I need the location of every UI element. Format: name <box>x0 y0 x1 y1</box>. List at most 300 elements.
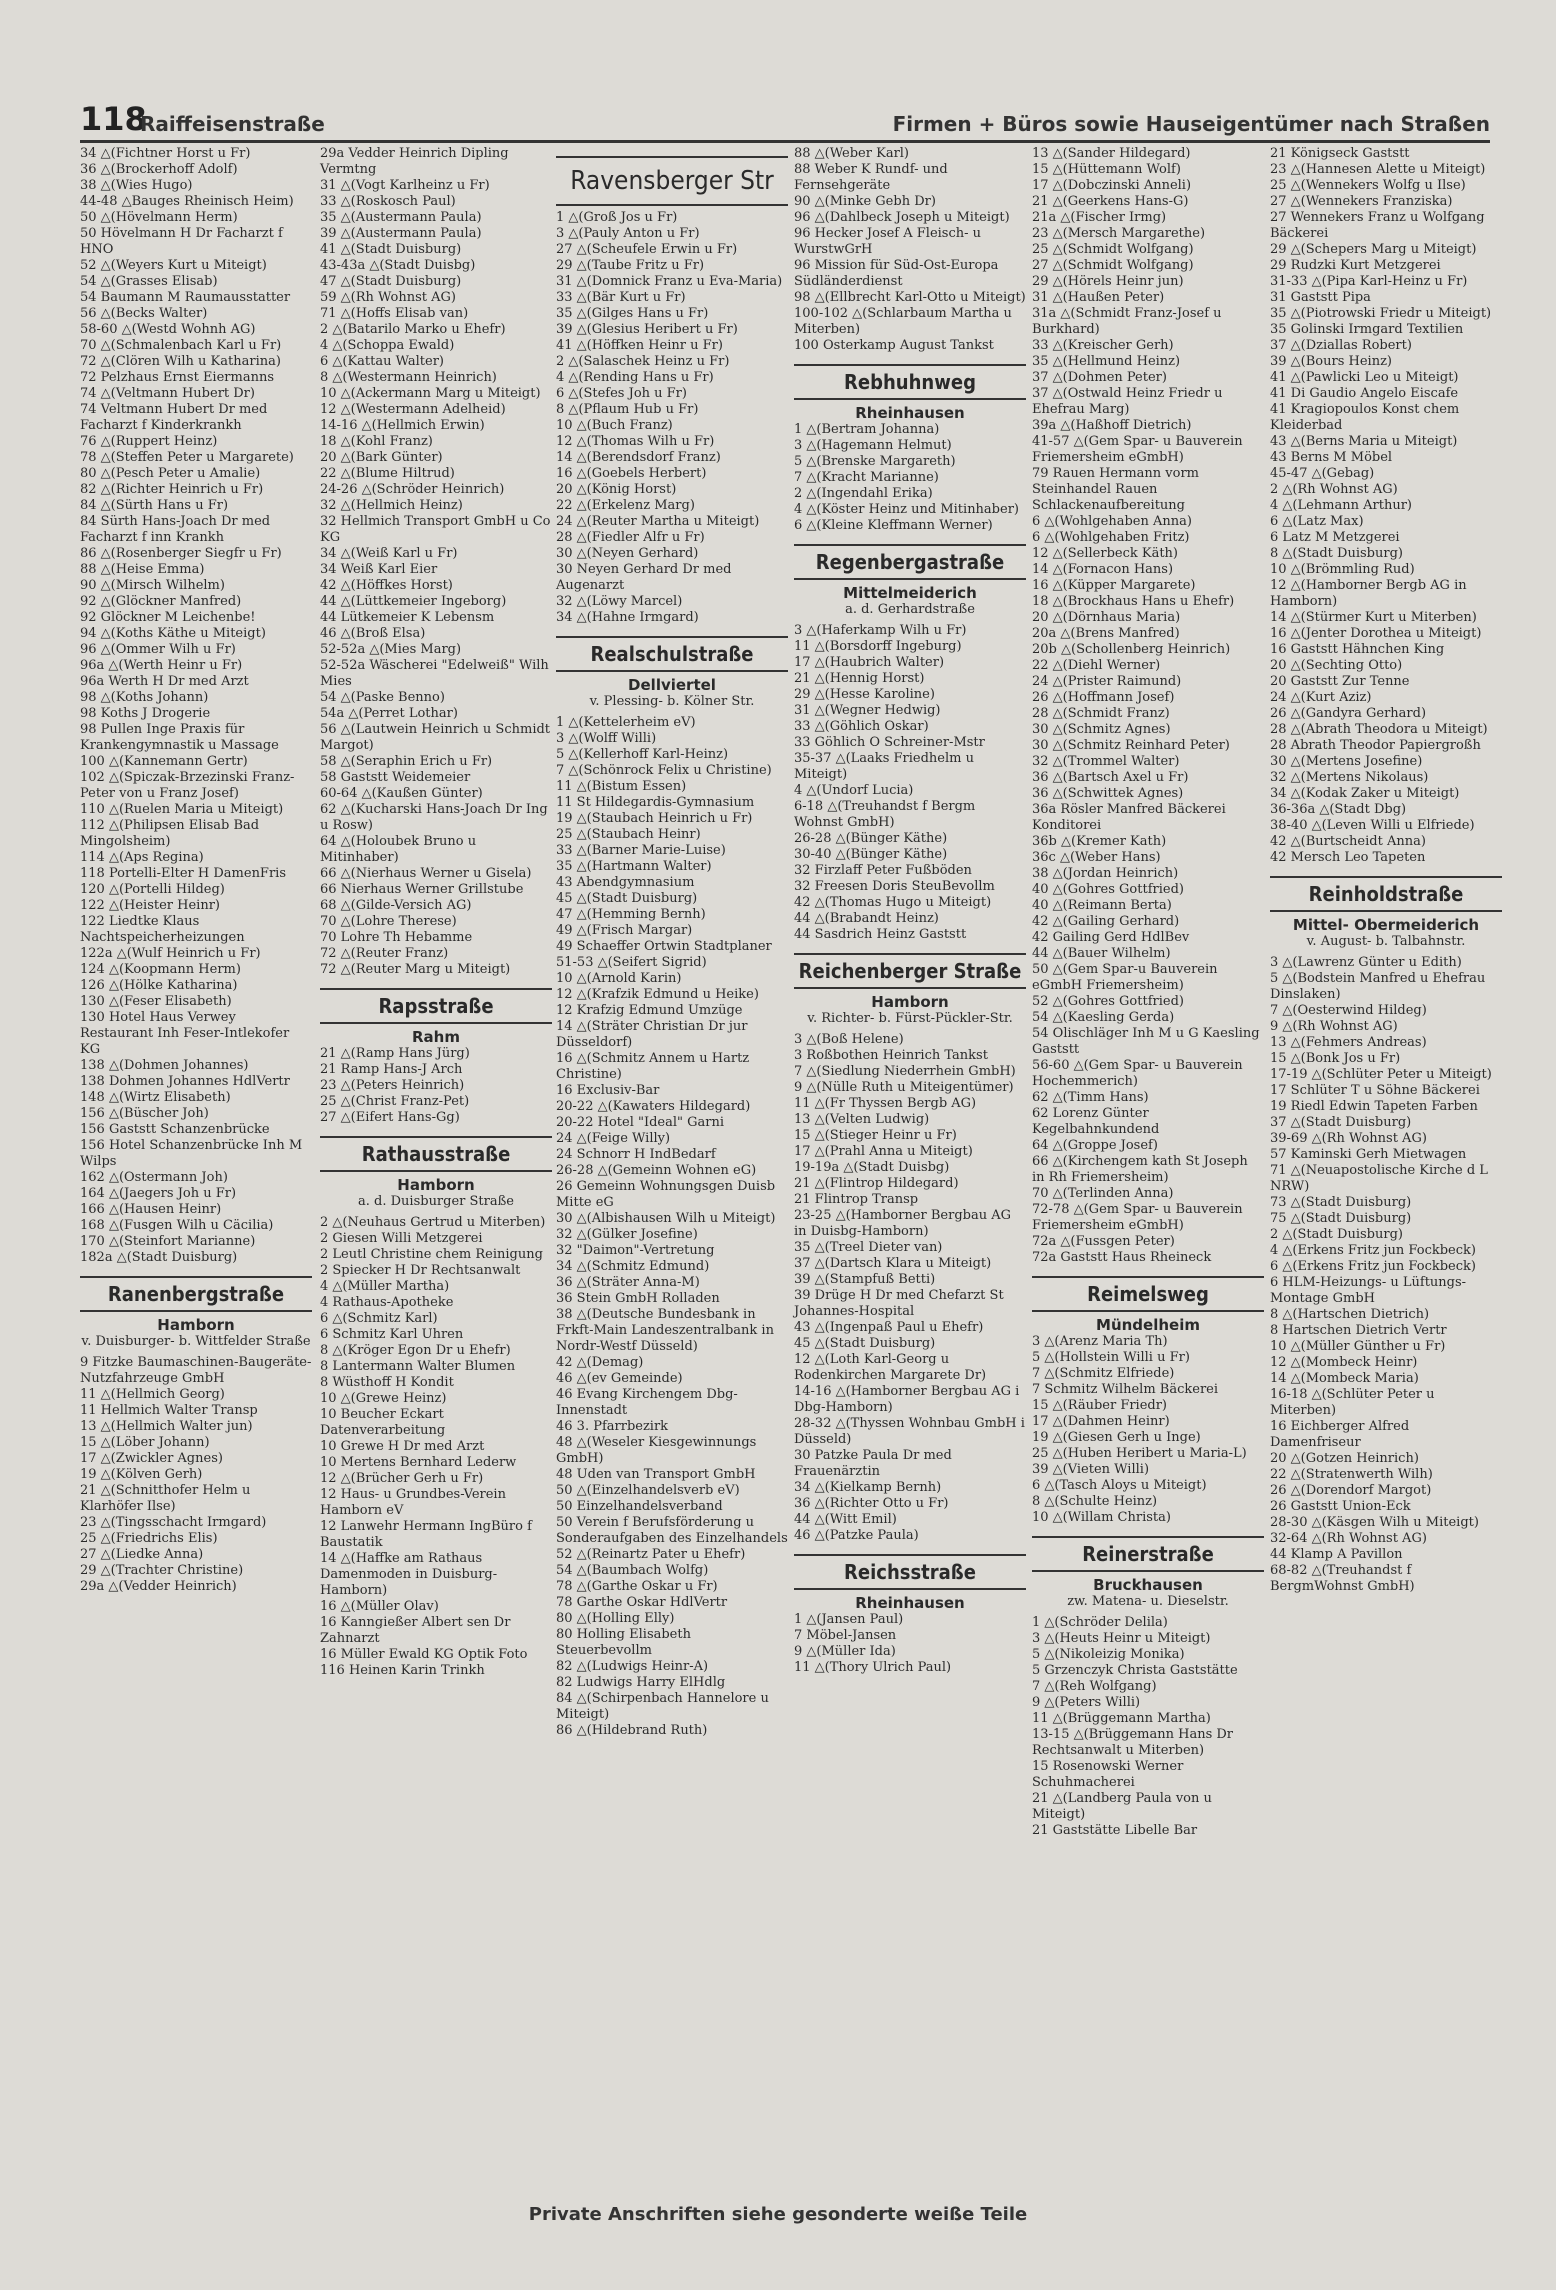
directory-entry: 100 △(Kannemann Gertr) <box>80 754 248 769</box>
directory-entry: 82 △(Ludwigs Heinr-A) <box>556 1659 709 1674</box>
directory-entry: 26-28 △(Gemeinn Wohnen eG) <box>556 1163 757 1178</box>
directory-entry: 16 △(Goebels Herbert) <box>556 466 707 481</box>
directory-entry: 52 △(Gohres Gottfried) <box>1032 994 1184 1009</box>
directory-entry: 47 △(Stadt Duisburg) <box>320 274 462 289</box>
directory-entry: 18 △(Kohl Franz) <box>320 434 433 449</box>
directory-entry: 148 △(Wirtz Elisabeth) <box>80 1090 231 1105</box>
directory-entry: 42 △(Höffkes Horst) <box>320 578 453 593</box>
directory-entry: 12 Lanwehr Hermann IngBüro f Baustatik <box>320 1519 537 1550</box>
district-name: Hamborn <box>157 1316 235 1334</box>
directory-entry: 14-16 △(Hamborner Bergbau AG i Dbg-Hamborn) <box>794 1384 1024 1415</box>
directory-entry: 126 △(Hölke Katharina) <box>80 978 238 993</box>
directory-entry: 4 △(Undorf Lucia) <box>794 783 914 798</box>
directory-entry: 14 △(Stürmer Kurt u Miterben) <box>1270 610 1477 625</box>
directory-entry: 4 Rathaus-Apotheke <box>320 1295 454 1310</box>
directory-entry: 24 △(Reuter Martha u Miteigt) <box>556 514 760 529</box>
directory-entry: 29a △(Vedder Heinrich) <box>80 1579 237 1594</box>
directory-entry: 48 Uden van Transport GmbH <box>556 1467 756 1482</box>
street-heading: Reimelsweg <box>1032 1276 1264 1312</box>
directory-entry: 35 △(Gilges Hans u Fr) <box>556 306 709 321</box>
directory-entry: 44 △(Bauer Wilhelm) <box>1032 946 1171 961</box>
directory-entry: 31 △(Wegner Hedwig) <box>794 703 941 718</box>
directory-entry: 33 △(Kreischer Gerh) <box>1032 338 1174 353</box>
directory-entry: 102 △(Spiczak-Brzezinski Franz-Peter von u Franz Josef) <box>80 770 295 801</box>
directory-entry: 49 Schaeffer Ortwin Stadtplaner <box>556 939 772 954</box>
directory-entry: 32 △(Hellmich Heinz) <box>320 498 463 513</box>
directory-entry: 118 Portelli-Elter H DamenFris <box>80 866 287 881</box>
directory-entry: 16 Müller Ewald KG Optik Foto <box>320 1647 528 1662</box>
directory-entry: 5 △(Brenske Margareth) <box>794 454 956 469</box>
directory-entry: 4 △(Köster Heinz und Mitinhaber) <box>794 502 1019 517</box>
directory-entry: 5 △(Kellerhoff Karl-Heinz) <box>556 747 729 762</box>
directory-entry: 114 △(Aps Regina) <box>80 850 204 865</box>
directory-entry: 4 △(Schoppa Ewald) <box>320 338 455 353</box>
directory-entry: 41 Di Gaudio Angelo Eiscafe <box>1270 386 1459 401</box>
directory-entry: 11 △(Hellmich Georg) <box>80 1387 225 1402</box>
directory-entry: 33 △(Barner Marie-Luise) <box>556 843 726 858</box>
directory-entry: 43 △(Berns Maria u Miteigt) <box>1270 434 1458 449</box>
directory-entry: 42 △(Demag) <box>556 1355 644 1370</box>
directory-entry: 56 △(Lautwein Heinrich u Schmidt Margot) <box>320 722 555 753</box>
district-name: Rahm <box>412 1028 460 1046</box>
directory-entry: 13 △(Sander Hildegard) <box>1032 146 1191 161</box>
directory-entry: 14-16 △(Hellmich Erwin) <box>320 418 485 433</box>
directory-entry: 56 △(Becks Walter) <box>80 306 208 321</box>
directory-entry: 37 △(Dartsch Klara u Miteigt) <box>794 1256 992 1271</box>
directory-entry: 96a Werth H Dr med Arzt <box>80 674 249 689</box>
directory-entry: 59 △(Rh Wohnst AG) <box>320 290 456 305</box>
directory-entry: 32 Freesen Doris SteuBevollm <box>794 879 995 894</box>
directory-entry: 6 Latz M Metzgerei <box>1270 530 1400 545</box>
directory-entry: 71 △(Hoffs Elisab van) <box>320 306 469 321</box>
directory-entry: 41 △(Pawlicki Leo u Miteigt) <box>1270 370 1459 385</box>
directory-entry: 15 Rosenowski Werner Schuhmacherei <box>1032 1759 1188 1790</box>
directory-entry: 3 △(Heuts Heinr u Miteigt) <box>1032 1631 1211 1646</box>
directory-entry: 23 △(Tingsschacht Irmgard) <box>80 1515 267 1530</box>
directory-entry: 11 △(Brüggemann Martha) <box>1032 1711 1211 1726</box>
directory-entry: 23 △(Mersch Margarethe) <box>1032 226 1206 241</box>
directory-entry: 33 △(Bär Kurt u Fr) <box>556 290 686 305</box>
directory-entry: 31-33 △(Pipa Karl-Heinz u Fr) <box>1270 274 1468 289</box>
directory-entry: 43-43a △(Stadt Duisbg) <box>320 258 476 273</box>
column-4 <box>794 146 1030 2196</box>
directory-entry: 66 Nierhaus Werner Grillstube <box>320 882 524 897</box>
directory-entry: 10 △(Grewe Heinz) <box>320 1391 447 1406</box>
page-number: 118 <box>80 100 147 138</box>
directory-entry: 68-82 △(Treuhandst f BergmWohnst GmbH) <box>1270 1563 1416 1594</box>
directory-entry: 72 △(Reuter Franz) <box>320 946 449 961</box>
district-name: Dellviertel <box>628 676 716 694</box>
directory-entry: 36b △(Kremer Kath) <box>1032 834 1167 849</box>
street-heading: Realschulstraße <box>556 636 788 672</box>
directory-entry: 12 Haus- u Grundbes-Verein Hamborn eV <box>320 1487 511 1518</box>
directory-entry: 45 △(Stadt Duisburg) <box>556 891 698 906</box>
directory-entry: 98 Koths J Drogerie <box>80 706 211 721</box>
directory-entry: 21 Ramp Hans-J Arch <box>320 1062 463 1077</box>
directory-entry: 3 △(Haferkamp Wilh u Fr) <box>794 623 967 638</box>
directory-entry: 1 △(Bertram Johanna) <box>794 422 940 437</box>
directory-entry: 24 Schnorr H IndBedarf <box>556 1147 716 1162</box>
column-5 <box>1032 146 1264 2196</box>
directory-entry: 100-102 △(Schlarbaum Martha u Miterben) <box>794 306 1017 337</box>
directory-entry: 2 Giesen Willi Metzgerei <box>320 1231 483 1246</box>
directory-entry: 41 △(Höffken Heinr u Fr) <box>556 338 723 353</box>
directory-entry: 15 △(Räuber Friedr) <box>1032 1398 1168 1413</box>
directory-entry: 29 △(Hesse Karoline) <box>794 687 935 702</box>
street-range: v. Duisburger- b. Wittfelder Straße <box>81 1334 311 1349</box>
directory-entry: 9 △(Nülle Ruth u Miteigentümer) <box>794 1080 1014 1095</box>
directory-entry: 5 △(Nikoleizig Monika) <box>1032 1647 1185 1662</box>
directory-entry: 12 △(Brücher Gerh u Fr) <box>320 1471 484 1486</box>
directory-entry: 16 Kanngießer Albert sen Dr Zahnarzt <box>320 1615 515 1646</box>
directory-entry: 44 △(Witt Emil) <box>794 1512 897 1527</box>
street-range: v. Richter- b. Fürst-Pückler-Str. <box>807 1011 1013 1026</box>
directory-entry: 35 △(Piotrowski Friedr u Miteigt) <box>1270 306 1492 321</box>
directory-entry: 73 △(Stadt Duisburg) <box>1270 1195 1412 1210</box>
directory-entry: 162 △(Ostermann Joh) <box>80 1170 228 1185</box>
directory-entry: 34 △(Fichtner Horst u Fr) <box>80 146 251 161</box>
directory-entry: 25 △(Christ Franz-Pet) <box>320 1094 470 1109</box>
section-title: Firmen + Büros sowie Hauseigentümer nach Straßen <box>892 112 1490 136</box>
directory-entry: 29 △(Schepers Marg u Miteigt) <box>1270 242 1477 257</box>
directory-entry: 3 △(Arenz Maria Th) <box>1032 1334 1168 1349</box>
directory-entry: 35 △(Treel Dieter van) <box>794 1240 943 1255</box>
directory-entry: 6 △(Wohlgehaben Anna) <box>1032 514 1192 529</box>
directory-entry: 98 Pullen Inge Praxis für Krankengymnastik u Massage <box>80 722 279 753</box>
district-name: Bruckhausen <box>1093 1576 1203 1594</box>
directory-entry: 35 Golinski Irmgard Textilien <box>1270 322 1464 337</box>
directory-entry: 13 △(Hellmich Walter jun) <box>80 1419 253 1434</box>
directory-entry: 166 △(Hausen Heinr) <box>80 1202 222 1217</box>
directory-entry: 22 △(Stratenwerth Wilh) <box>1270 1467 1433 1482</box>
directory-entry: 3 Roßbothen Heinrich Tankst <box>794 1048 988 1063</box>
street-heading: Ravensberger Str <box>556 156 788 206</box>
directory-entry: 156 Hotel Schanzenbrücke Inh M Wilps <box>80 1138 307 1169</box>
directory-entry: 7 △(Schönrock Felix u Christine) <box>556 763 772 778</box>
running-street-head: Raiffeisenstraße <box>140 112 325 136</box>
directory-entry: 16-18 △(Schlüter Peter u Miterben) <box>1270 1387 1439 1418</box>
directory-entry: 35 △(Hartmann Walter) <box>556 859 712 874</box>
directory-entry: 78 △(Steffen Peter u Margarete) <box>80 450 294 465</box>
directory-entry: 30 Patzke Paula Dr med Frauenärztin <box>794 1448 956 1479</box>
street-heading: Rathausstraße <box>320 1136 552 1172</box>
directory-entry: 57 Kaminski Gerh Mietwagen <box>1270 1147 1467 1162</box>
directory-entry: 38 △(Deutsche Bundesbank in Frkft-Main Landeszentralbank in Nordr-Westf Düsseld) <box>556 1307 779 1354</box>
directory-entry: 19 Riedl Edwin Tapeten Farben <box>1270 1099 1478 1114</box>
directory-entry: 130 Hotel Haus Verwey Restaurant Inh Feser-Intlekofer KG <box>80 1010 294 1057</box>
directory-entry: 168 △(Fusgen Wilh u Cäcilia) <box>80 1218 274 1233</box>
directory-entry: 17 Schlüter T u Söhne Bäckerei <box>1270 1083 1480 1098</box>
directory-entry: 48 △(Weseler Kiesgewinnungs GmbH) <box>556 1435 761 1466</box>
directory-entry: 28-30 △(Käsgen Wilh u Miteigt) <box>1270 1515 1479 1530</box>
directory-entry: 72-78 △(Gem Spar- u Bauverein Friemersheim eGmbH) <box>1032 1202 1247 1233</box>
directory-entry: 5 △(Bodstein Manfred u Ehefrau Dinslaken) <box>1270 971 1490 1002</box>
directory-entry: 70 Lohre Th Hebamme <box>320 930 473 945</box>
directory-entry: 92 Glöckner M Leichenbe! <box>80 610 256 625</box>
directory-entry: 84 △(Sürth Hans u Fr) <box>80 498 229 513</box>
directory-entry: 31 Gaststt Pipa <box>1270 290 1371 305</box>
directory-entry: 42 △(Thomas Hugo u Miteigt) <box>794 895 992 910</box>
street-range: v. Plessing- b. Kölner Str. <box>589 694 755 709</box>
directory-entry: 14 △(Berendsdorf Franz) <box>556 450 721 465</box>
directory-entry: 13 △(Velten Ludwig) <box>794 1112 930 1127</box>
directory-entry: 23 △(Peters Heinrich) <box>320 1078 465 1093</box>
directory-entry: 6 △(Wohlgehaben Fritz) <box>1032 530 1190 545</box>
directory-entry: 8 △(Pflaum Hub u Fr) <box>556 402 699 417</box>
directory-entry: 28-32 △(Thyssen Wohnbau GmbH i Düsseld) <box>794 1416 1030 1447</box>
directory-entry: 5 Grzenczyk Christa Gaststätte <box>1032 1663 1238 1678</box>
directory-entry: 12 △(Westermann Adelheid) <box>320 402 506 417</box>
directory-entry: 39 Drüge H Dr med Chefarzt St Johannes-Hospital <box>794 1288 1008 1319</box>
directory-entry: 72a △(Fussgen Peter) <box>1032 1234 1175 1249</box>
directory-entry: 8 △(Kröger Egon Dr u Ehefr) <box>320 1343 511 1358</box>
directory-entry: 20 △(König Horst) <box>556 482 677 497</box>
page-header <box>80 100 1490 143</box>
directory-entry: 21a △(Fischer Irmg) <box>1032 210 1167 225</box>
directory-entry: 20 △(Bark Günter) <box>320 450 443 465</box>
directory-entry: 27 △(Eifert Hans-Gg) <box>320 1110 460 1125</box>
directory-entry: 37 △(Ostwald Heinz Friedr u Ehefrau Marg) <box>1032 386 1227 417</box>
directory-entry: 15 △(Hüttemann Wolf) <box>1032 162 1181 177</box>
directory-entry: 26 Gemeinn Wohnungsgen Duisb Mitte eG <box>556 1179 780 1210</box>
directory-entry: 16 Gaststt Hähnchen King <box>1270 642 1445 657</box>
directory-entry: 26 △(Gandyra Gerhard) <box>1270 706 1427 721</box>
directory-entry: 3 △(Lawrenz Günter u Edith) <box>1270 955 1462 970</box>
directory-entry: 16 Exclusiv-Bar <box>556 1083 660 1098</box>
directory-entry: 29 △(Taube Fritz u Fr) <box>556 258 705 273</box>
directory-entry: 17-19 △(Schlüter Peter u Miteigt) <box>1270 1067 1492 1082</box>
directory-entry: 2 △(Batarilo Marko u Ehefr) <box>320 322 506 337</box>
directory-entry: 9 △(Peters Willi) <box>1032 1695 1141 1710</box>
district-name: Hamborn <box>397 1176 475 1194</box>
directory-entry: 2 △(Salaschek Heinz u Fr) <box>556 354 730 369</box>
directory-entry: 14 △(Sträter Christian Dr jur Düsseldorf) <box>556 1019 752 1050</box>
directory-entry: 39 △(Vieten Willi) <box>1032 1462 1150 1477</box>
directory-entry: 36 △(Richter Otto u Fr) <box>794 1496 949 1511</box>
directory-entry: 29a Vedder Heinrich Dipling Vermtng <box>320 146 513 177</box>
directory-entry: 2 △(Ingendahl Erika) <box>794 486 933 501</box>
directory-entry: 34 △(Kodak Zaker u Miteigt) <box>1270 786 1460 801</box>
directory-entry: 54a △(Perret Lothar) <box>320 706 458 721</box>
directory-entry: 25 △(Schmidt Wolfgang) <box>1032 242 1194 257</box>
directory-entry: 6 HLM-Heizungs- u Lüftungs-Montage GmbH <box>1270 1275 1467 1306</box>
directory-entry: 39 △(Bours Heinz) <box>1270 354 1392 369</box>
directory-entry: 10 △(Ackermann Marg u Miteigt) <box>320 386 541 401</box>
directory-entry: 8 △(Stadt Duisburg) <box>1270 546 1403 561</box>
directory-entry: 25 △(Huben Heribert u Maria-L) <box>1032 1446 1247 1461</box>
directory-entry: 3 △(Boß Helene) <box>794 1032 904 1047</box>
directory-entry: 21 △(Schnitthofer Helm u Klarhöfer Ilse) <box>80 1483 255 1514</box>
directory-entry: 21 △(Geerkens Hans-G) <box>1032 194 1189 209</box>
directory-entry: 20 △(Sechting Otto) <box>1270 658 1403 673</box>
street-range: v. August- b. Talbahnstr. <box>1306 934 1466 949</box>
directory-entry: 22 △(Diehl Werner) <box>1032 658 1161 673</box>
directory-entry: 25 △(Wennekers Wolfg u Ilse) <box>1270 178 1466 193</box>
directory-entry: 10 △(Buch Franz) <box>556 418 673 433</box>
directory-entry: 8 Lantermann Walter Blumen <box>320 1359 516 1374</box>
directory-entry: 1 △(Schröder Delila) <box>1032 1615 1168 1630</box>
directory-entry: 62 Lorenz Günter Kegelbahnkundend <box>1032 1106 1160 1137</box>
street-heading: Regenbergastraße <box>794 544 1026 580</box>
directory-entry: 21 Gaststätte Libelle Bar <box>1032 1823 1198 1838</box>
directory-entry: 50 Einzelhandelsverband <box>556 1499 723 1514</box>
directory-entry: 72 Pelzhaus Ernst Eiermanns <box>80 370 274 385</box>
directory-entry: 72 △(Reuter Marg u Miteigt) <box>320 962 511 977</box>
directory-entry: 1 △(Groß Jos u Fr) <box>556 210 678 225</box>
directory-entry: 90 △(Mirsch Wilhelm) <box>80 578 225 593</box>
directory-entry: 4 △(Erkens Fritz jun Fockbeck) <box>1270 1243 1476 1258</box>
directory-entry: 98 △(Ellbrecht Karl-Otto u Miteigt) <box>794 290 1026 305</box>
directory-entry: 6 △(Stefes Joh u Fr) <box>556 386 687 401</box>
directory-entry: 66 △(Kirchengem kath St Joseph in Rh Friemersheim) <box>1032 1154 1252 1185</box>
directory-entry: 39 △(Stampfuß Betti) <box>794 1272 936 1287</box>
directory-entry: 26-28 △(Bünger Käthe) <box>794 831 948 846</box>
directory-entry: 122 △(Heister Heinr) <box>80 898 220 913</box>
directory-entry: 7 Möbel-Jansen <box>794 1628 897 1643</box>
directory-entry: 122a △(Wulf Heinrich u Fr) <box>80 946 261 961</box>
directory-entry: 88 △(Weber Karl) <box>794 146 910 161</box>
directory-entry: 26 Gaststt Union-Eck <box>1270 1499 1411 1514</box>
directory-entry: 54 Olischläger Inh M u G Kaesling Gaststt <box>1032 1026 1264 1057</box>
directory-entry: 7 Schmitz Wilhelm Bäckerei <box>1032 1382 1219 1397</box>
directory-entry: 13-15 △(Brüggemann Hans Dr Rechtsanwalt u Miterben) <box>1032 1727 1238 1758</box>
directory-entry: 6 △(Erkens Fritz jun Fockbeck) <box>1270 1259 1476 1274</box>
directory-entry: 11 △(Fr Thyssen Bergb AG) <box>794 1096 977 1111</box>
directory-entry: 35-37 △(Laaks Friedhelm u Miteigt) <box>794 751 979 782</box>
directory-entry: 32 △(Mertens Nikolaus) <box>1270 770 1429 785</box>
directory-entry: 27 △(Scheufele Erwin u Fr) <box>556 242 738 257</box>
directory-entry: 82 Ludwigs Harry ElHdlg <box>556 1675 726 1690</box>
directory-entry: 49 △(Frisch Margar) <box>556 923 693 938</box>
directory-entry: 27 △(Liedke Anna) <box>80 1547 204 1562</box>
directory-entry: 19 △(Kölven Gerh) <box>80 1467 203 1482</box>
directory-entry: 80 △(Pesch Peter u Amalie) <box>80 466 261 481</box>
directory-entry: 54 △(Paske Benno) <box>320 690 445 705</box>
directory-entry: 78 Garthe Oskar HdlVertr <box>556 1595 728 1610</box>
directory-entry: 46 △(Broß Elsa) <box>320 626 426 641</box>
directory-entry: 116 Heinen Karin Trinkh <box>320 1663 485 1678</box>
directory-entry: 30 △(Schmitz Reinhard Peter) <box>1032 738 1230 753</box>
directory-entry: 28 △(Schmidt Franz) <box>1032 706 1170 721</box>
directory-entry: 28 △(Fiedler Alfr u Fr) <box>556 530 705 545</box>
directory-entry: 17 △(Dobczinski Anneli) <box>1032 178 1192 193</box>
directory-entry: 96 △(Dahlbeck Joseph u Miteigt) <box>794 210 1010 225</box>
directory-entry: 40 △(Gohres Gottfried) <box>1032 882 1184 897</box>
directory-entry: 71 △(Neuapostolische Kirche d L NRW) <box>1270 1163 1493 1194</box>
directory-entry: 88 △(Heise Emma) <box>80 562 205 577</box>
directory-entry: 22 △(Erkelenz Marg) <box>556 498 695 513</box>
directory-entry: 32 Firzlaff Peter Fußböden <box>794 863 972 878</box>
directory-entry: 22 △(Blume Hiltrud) <box>320 466 455 481</box>
directory-entry: 64 △(Holoubek Bruno u Mitinhaber) <box>320 834 481 865</box>
directory-entry: 94 △(Koths Käthe u Miteigt) <box>80 626 266 641</box>
directory-entry: 170 △(Steinfort Marianne) <box>80 1234 256 1249</box>
directory-entry: 96 △(Ommer Wilh u Fr) <box>80 642 236 657</box>
directory-entry: 6 △(Latz Max) <box>1270 514 1364 529</box>
directory-entry: 16 △(Jenter Dorothea u Miteigt) <box>1270 626 1482 641</box>
directory-entry: 2 △(Rh Wohnst AG) <box>1270 482 1398 497</box>
directory-entry: 12 Krafzig Edmund Umzüge <box>556 1003 743 1018</box>
street-range: a. d. Gerhardstraße <box>845 602 975 617</box>
directory-entry: 8 △(Westermann Heinrich) <box>320 370 497 385</box>
street-heading: Rebhuhnweg <box>794 364 1026 400</box>
street-heading: Rapsstraße <box>320 988 552 1024</box>
directory-entry: 92 △(Glöckner Manfred) <box>80 594 242 609</box>
directory-entry: 88 Weber K Rundf- und Fernsehgeräte <box>794 162 952 193</box>
directory-entry: 45-47 △(Gebag) <box>1270 466 1375 481</box>
directory-entry: 41 Kragiopoulos Konst chem Kleiderbad <box>1270 402 1464 433</box>
directory-entry: 16 △(Küpper Margarete) <box>1032 578 1196 593</box>
directory-entry: 31 △(Vogt Karlheinz u Fr) <box>320 178 490 193</box>
directory-entry: 29 Rudzki Kurt Metzgerei <box>1270 258 1441 273</box>
directory-entry: 16 Eichberger Alfred Damenfriseur <box>1270 1419 1414 1450</box>
district-name: Hamborn <box>871 993 949 1011</box>
directory-entry: 30 △(Schmitz Agnes) <box>1032 722 1171 737</box>
directory-entry: 98 △(Koths Johann) <box>80 690 209 705</box>
street-heading: Reichenberger Straße <box>794 953 1026 989</box>
directory-entry: 10 △(Brömmling Rud) <box>1270 562 1415 577</box>
directory-entry: 27 Wennekers Franz u Wolfgang Bäckerei <box>1270 210 1489 241</box>
directory-entry: 33 △(Göhlich Oskar) <box>794 719 929 734</box>
directory-entry: 36 △(Bartsch Axel u Fr) <box>1032 770 1189 785</box>
directory-entry: 52-52a Wäscherei "Edelweiß" Wilh Mies <box>320 658 553 689</box>
directory-entry: 45 △(Stadt Duisburg) <box>794 1336 936 1351</box>
directory-entry: 43 Abendgymnasium <box>556 875 695 890</box>
directory-entry: 42 Mersch Leo Tapeten <box>1270 850 1426 865</box>
directory-entry: 36 △(Brockerhoff Adolf) <box>80 162 238 177</box>
directory-entry: 12 △(Thomas Wilh u Fr) <box>556 434 715 449</box>
directory-entry: 24 △(Prister Raimund) <box>1032 674 1182 689</box>
directory-entry: 164 △(Jaegers Joh u Fr) <box>80 1186 237 1201</box>
directory-entry: 11 △(Thory Ulrich Paul) <box>794 1660 952 1675</box>
directory-entry: 84 Sürth Hans-Joach Dr med Facharzt f inn Krankh <box>80 514 275 545</box>
directory-entry: 15 △(Bonk Jos u Fr) <box>1270 1051 1401 1066</box>
directory-entry: 21 △(Landberg Paula von u Miteigt) <box>1032 1791 1217 1822</box>
directory-entry: 34 △(Schmitz Edmund) <box>556 1259 710 1274</box>
directory-entry: 54 △(Grasses Elisab) <box>80 274 218 289</box>
directory-entry: 44 △(Brabandt Heinz) <box>794 911 939 926</box>
directory-entry: 21 △(Flintrop Hildegard) <box>794 1176 959 1191</box>
directory-entry: 30 Neyen Gerhard Dr med Augenarzt <box>556 562 736 593</box>
column-3 <box>556 146 788 2196</box>
street-heading: Reinerstraße <box>1032 1536 1264 1572</box>
directory-entry: 182a △(Stadt Duisburg) <box>80 1250 238 1265</box>
directory-entry: 130 △(Feser Elisabeth) <box>80 994 232 1009</box>
directory-entry: 19 △(Giesen Gerh u Inge) <box>1032 1430 1201 1445</box>
directory-entry: 7 △(Siedlung Niederrhein GmbH) <box>794 1064 1016 1079</box>
directory-entry: 35 △(Austermann Paula) <box>320 210 482 225</box>
directory-entry: 42 Gailing Gerd HdlBev <box>1032 930 1190 945</box>
directory-entry: 36 △(Schwittek Agnes) <box>1032 786 1184 801</box>
directory-entry: 79 Rauen Hermann vorm Steinhandel Rauen Schlackenaufbereitung <box>1032 466 1204 513</box>
directory-entry: 6 △(Kleine Kleffmann Werner) <box>794 518 993 533</box>
directory-entry: 36 Stein GmbH Rolladen <box>556 1291 720 1306</box>
directory-entry: 12 △(Sellerbeck Käth) <box>1032 546 1179 561</box>
directory-entry: 13 △(Fehmers Andreas) <box>1270 1035 1427 1050</box>
directory-entry: 20-22 △(Kawaters Hildegard) <box>556 1099 751 1114</box>
directory-entry: 15 △(Löber Johann) <box>80 1435 210 1450</box>
directory-entry: 7 △(Kracht Marianne) <box>794 470 939 485</box>
directory-entry: 4 △(Lehmann Arthur) <box>1270 498 1412 513</box>
directory-entry: 7 △(Reh Wolfgang) <box>1032 1679 1157 1694</box>
directory-entry: 62 △(Kucharski Hans-Joach Dr Ing u Rosw) <box>320 802 552 833</box>
directory-entry: 50 △(Gem Spar-u Bauverein eGmbH Friemersheim) <box>1032 962 1222 993</box>
directory-entry: 2 Spiecker H Dr Rechtsanwalt <box>320 1263 521 1278</box>
directory-entry: 27 △(Wennekers Franziska) <box>1270 194 1453 209</box>
directory-entry: 52 △(Reinartz Pater u Ehefr) <box>556 1547 746 1562</box>
directory-entry: 11 △(Borsdorff Ingeburg) <box>794 639 962 654</box>
directory-entry: 4 △(Rending Hans u Fr) <box>556 370 714 385</box>
